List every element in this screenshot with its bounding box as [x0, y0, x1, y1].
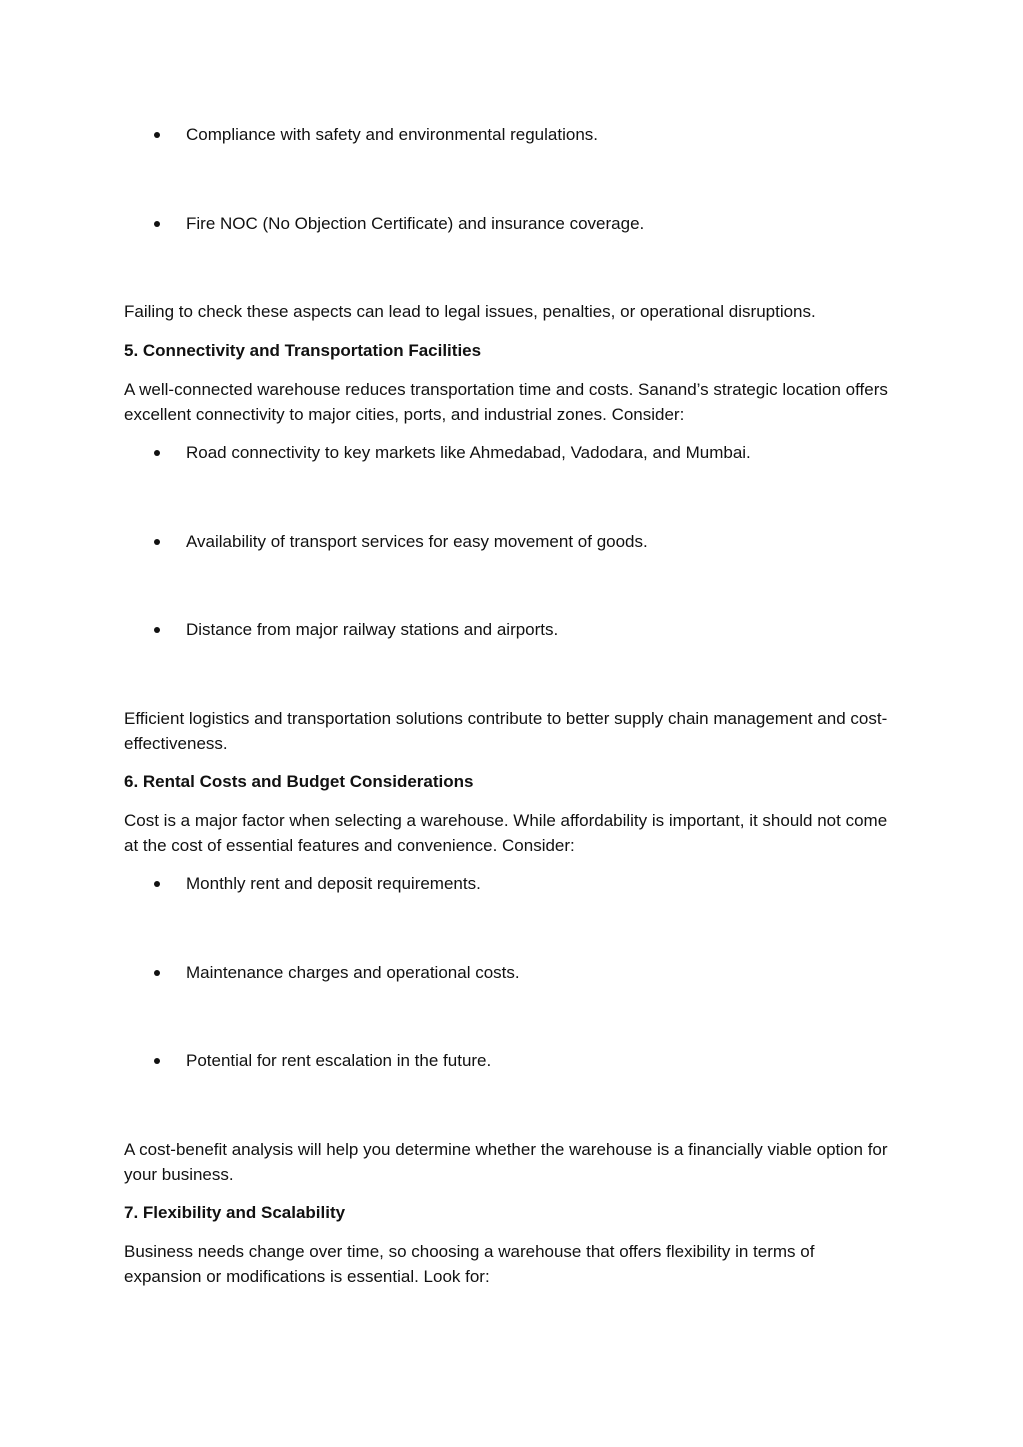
paragraph: A well-connected warehouse reduces transportation time and costs. Sanand’s strategic location offers excellent connectivity to major cities, ports, and industrial zones. Consider: [124, 380, 888, 424]
list-item-text: Potential for rent escalation in the future. [186, 1051, 492, 1070]
paragraph: A cost-benefit analysis will help you determine whether the warehouse is a financially viable option for your business. [124, 1140, 888, 1184]
section-heading: 5. Connectivity and Transportation Facilities [124, 341, 482, 360]
bullet-icon [154, 450, 160, 456]
bullet-icon [154, 881, 160, 887]
paragraph: Cost is a major factor when selecting a warehouse. While affordability is important, it should not come at the cost of essential features and convenience. Consider: [124, 811, 888, 855]
paragraph: Business needs change over time, so choosing a warehouse that offers flexibility in terms of expansion or modifications is essential. Look for: [124, 1242, 815, 1286]
paragraph: Efficient logistics and transportation solutions contribute to better supply chain management and cost-effectiveness. [124, 709, 888, 753]
bullet-icon [154, 970, 160, 976]
bullet-icon [154, 221, 160, 227]
list-item-text: Availability of transport services for easy movement of goods. [186, 532, 648, 551]
list-item-text: Road connectivity to key markets like Ahmedabad, Vadodara, and Mumbai. [186, 443, 751, 462]
list-item-text: Maintenance charges and operational costs. [186, 963, 520, 982]
section-heading: 7. Flexibility and Scalability [124, 1203, 346, 1222]
bullet-icon [154, 627, 160, 633]
list-item-text: Fire NOC (No Objection Certificate) and insurance coverage. [186, 214, 645, 233]
paragraph: Failing to check these aspects can lead to legal issues, penalties, or operational disruptions. [124, 302, 816, 321]
bullet-icon [154, 132, 160, 138]
bullet-icon [154, 539, 160, 545]
section-heading: 6. Rental Costs and Budget Considerations [124, 772, 474, 791]
list-item-text: Distance from major railway stations and airports. [186, 620, 559, 639]
bullet-icon [154, 1058, 160, 1064]
list-item-text: Compliance with safety and environmental regulations. [186, 125, 599, 144]
list-item-text: Monthly rent and deposit requirements. [186, 874, 481, 893]
